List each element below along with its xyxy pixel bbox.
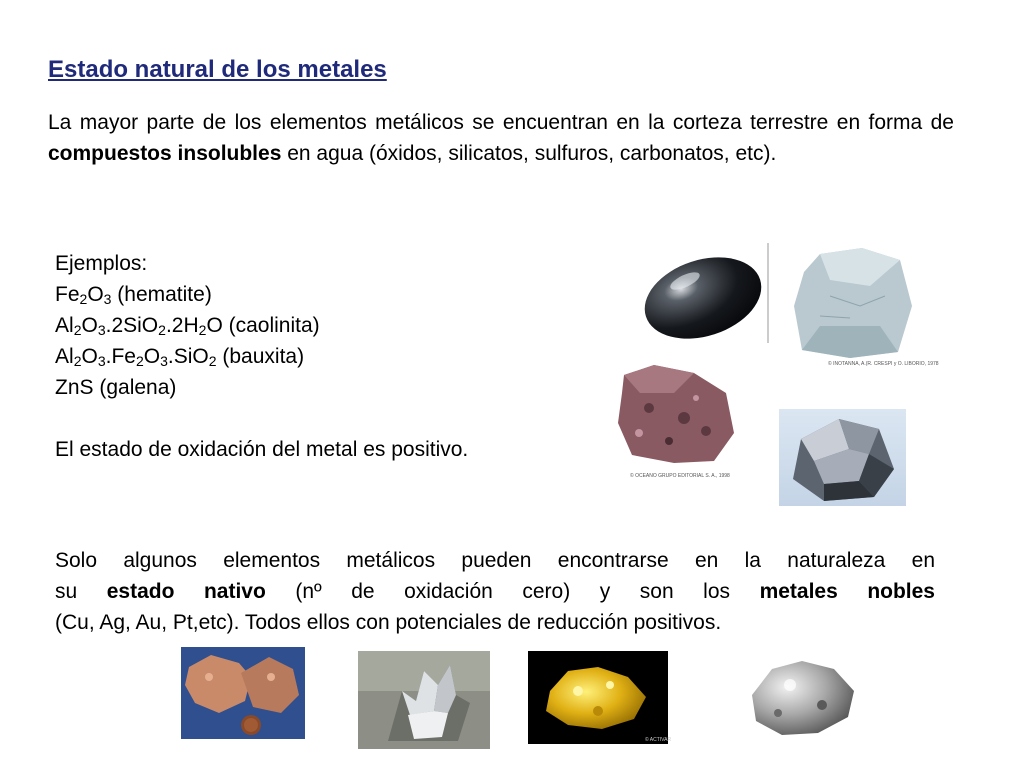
- native-line-2: [55, 576, 935, 607]
- native-line-1: Solo algunos elementos metálicos pueden encontrarse en la naturaleza en: [55, 549, 935, 572]
- bauxita-photo: [614, 363, 738, 468]
- native-bold-metales-nobles: metales nobles: [759, 580, 935, 603]
- intro-text-2: en agua (óxidos, silicatos, sulfuros, carbonatos, etc).: [281, 142, 777, 165]
- caolinita-photo: [790, 246, 918, 366]
- formula-text: Al: [55, 345, 74, 368]
- native-line-3: (Cu, Ag, Au, Pt,etc). Todos ellos con potenciales de reducción positivos.: [55, 611, 722, 634]
- platinum-photo: [738, 651, 866, 745]
- formula-subscript: 3: [103, 291, 112, 307]
- formula-text: Fe: [55, 283, 80, 306]
- silver-photo: [358, 651, 490, 749]
- page-title: Estado natural de los metales: [48, 56, 387, 83]
- formula-text: O: [81, 345, 98, 368]
- hematite-photo: [635, 243, 770, 343]
- formula-subscript: 3: [97, 353, 106, 369]
- formula-text: O (caolinita): [206, 314, 320, 337]
- formula-subscript: 2: [73, 353, 82, 369]
- native-bold-estado-nativo: estado nativo: [106, 580, 266, 603]
- intro-bold-text: compuestos insolubles: [48, 142, 282, 165]
- native-state-paragraph: [55, 545, 935, 638]
- formula-hematite: [55, 279, 468, 310]
- formula-subscript: 3: [160, 353, 168, 369]
- formula-text: .SiO: [167, 345, 209, 368]
- native-text-a: su: [55, 580, 107, 603]
- copper-photo: [181, 647, 305, 739]
- formula-text: O: [81, 314, 98, 337]
- formula-subscript: 3: [97, 322, 106, 338]
- spacer: [55, 403, 468, 434]
- bauxita-credit: © OCEANO GRUPO EDITORIAL S. A., 1998: [630, 473, 730, 479]
- formula-subscript: 2: [158, 322, 166, 338]
- native-text-c: (nº de oxidación cero) y son los: [265, 580, 760, 603]
- formula-text: .Fe: [105, 345, 136, 368]
- examples-block: [55, 248, 468, 465]
- formula-subscript: 2: [135, 353, 144, 369]
- formula-text: .2H: [165, 314, 199, 337]
- formula-subscript: 2: [198, 322, 207, 338]
- formula-text: O: [143, 345, 161, 368]
- formula-text: (hematite): [111, 283, 212, 306]
- gold-credit: © ACTIVAR: [645, 737, 672, 743]
- formula-text: (bauxita): [216, 345, 305, 368]
- formula-text: O: [87, 283, 104, 306]
- formula-text: .2SiO: [105, 314, 159, 337]
- formula-subscript: 2: [208, 353, 217, 369]
- intro-text-1: La mayor parte de los elementos metálicos se encuentran en la corteza terrestre en forma de: [48, 111, 954, 134]
- examples-heading: Ejemplos:: [55, 252, 148, 275]
- formula-text: ZnS (galena): [55, 376, 177, 399]
- formula-text: Al: [55, 314, 74, 337]
- caolinita-credit: © INOTANNA, A.(R. CRESPI y O. LIBORIO, 1978: [828, 361, 939, 367]
- intro-paragraph: [48, 107, 954, 169]
- formula-subscript: 2: [73, 322, 82, 338]
- gold-photo: [528, 651, 668, 744]
- formula-caolinita: [55, 310, 468, 341]
- oxidation-statement: El estado de oxidación del metal es positivo.: [55, 438, 469, 461]
- formula-subscript: 2: [79, 291, 88, 307]
- formula-galena: [55, 372, 468, 403]
- galena-photo: [779, 409, 906, 506]
- formula-bauxita: [55, 341, 468, 372]
